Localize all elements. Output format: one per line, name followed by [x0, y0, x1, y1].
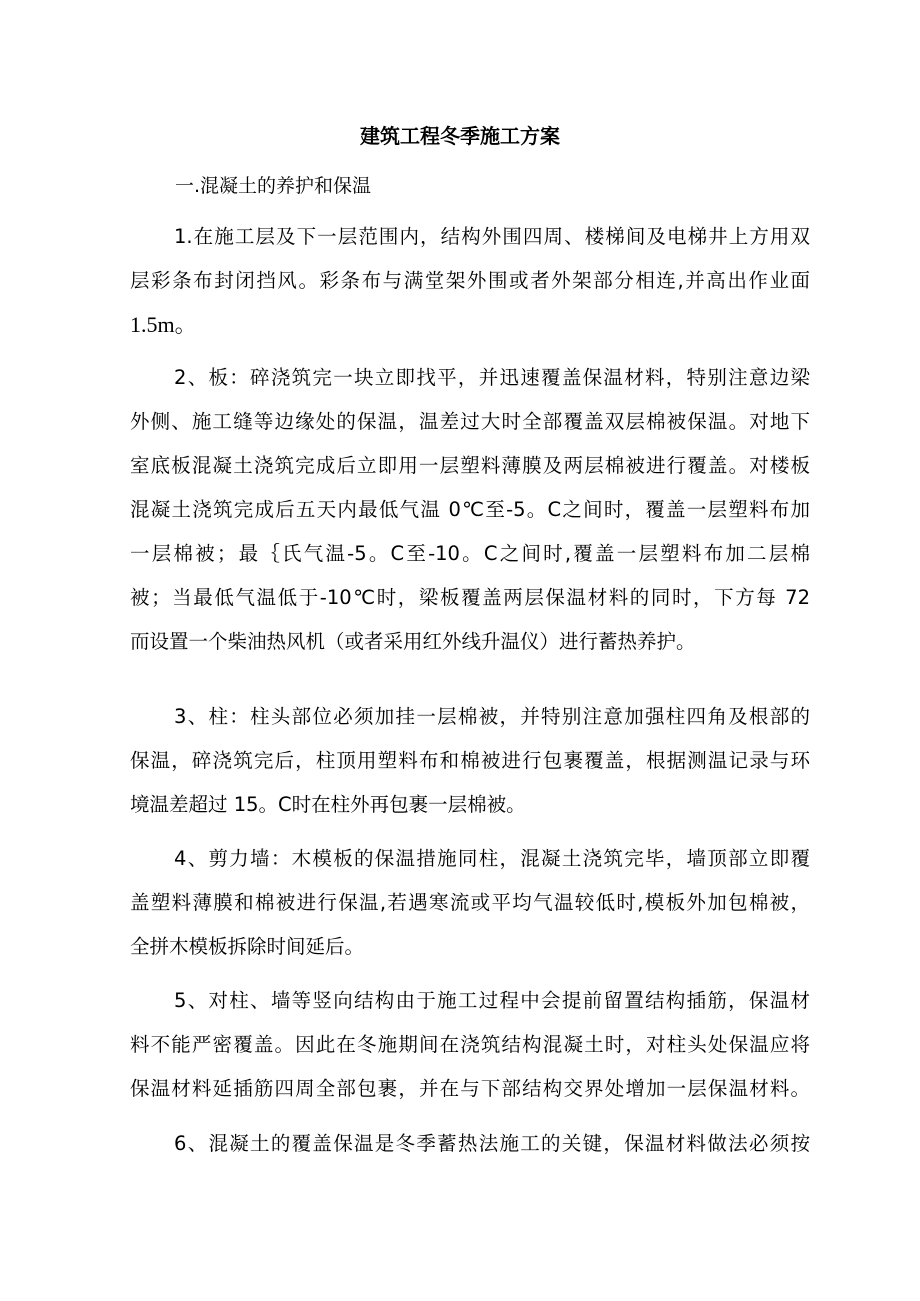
- paragraph-line: 混凝土浇筑完成后五天内最低气温 0℃至-5。C之间时，覆盖一层塑料布加: [130, 498, 810, 521]
- paragraph-line: 全拼木模板拆除时间延后。: [130, 935, 365, 958]
- paragraph-line: 层彩条布封闭挡风。彩条布与满堂架外围或者外架部分相连,并高出作业面: [130, 269, 810, 292]
- paragraph-line: 3、柱：柱头部位必须加挂一层棉被，并特别注意加强柱四角及根部的: [174, 705, 810, 728]
- paragraph-line: 一层棉被；最｛氏气温-5。C至-10。C之间时,覆盖一层塑料布加二层棉: [130, 542, 810, 565]
- paragraph-line: 而设置一个柴油热风机（或者采用红外线升温仪）进行蓄热养护。: [130, 630, 696, 653]
- section-heading: 一.混凝土的养护和保温: [175, 175, 372, 197]
- paragraph-4: [130, 837, 810, 969]
- paragraph-6: [130, 1122, 810, 1166]
- paragraph-line: 室底板混凝土浇筑完成后立即用一层塑料薄膜及两层棉被进行覆盖。对楼板: [130, 454, 810, 477]
- paragraph-5: [130, 979, 810, 1111]
- paragraph-line: 1.在施工层及下一层范围内，结构外围四周、楼梯间及电梯井上方用双: [174, 225, 810, 248]
- paragraph-line: 盖塑料薄膜和棉被进行保温,若遇寒流或平均气温较低时,模板外加包棉被，: [130, 891, 810, 914]
- document-title: 建筑工程冬季施工方案: [360, 124, 560, 148]
- paragraph-line: 保温材料延插筋四周全部包裹，并在与下部结构交界处增加一层保温材料。: [130, 1077, 810, 1100]
- paragraph-line: 5、对柱、墙等竖向结构由于施工过程中会提前留置结构插筋，保温材: [174, 989, 810, 1012]
- paragraph-line: 6、混凝土的覆盖保温是冬季蓄热法施工的关键，保温材料做法必须按: [174, 1132, 810, 1155]
- paragraph-line: 1.5m。: [130, 312, 197, 337]
- paragraph-2: [130, 356, 810, 664]
- paragraph-line: 保温，碎浇筑完后，柱顶用塑料布和棉被进行包裹覆盖，根据测温记录与环: [130, 749, 810, 772]
- paragraph-line: 料不能严密覆盖。因此在冬施期间在浇筑结构混凝土时，对柱头处保温应将: [130, 1033, 810, 1056]
- paragraph-line: 被；当最低气温低于-10℃时，梁板覆盖两层保温材料的同时，下方每 72: [130, 586, 810, 609]
- paragraph-line: 2、板：碎浇筑完一块立即找平，并迅速覆盖保温材料，特别注意边梁: [174, 366, 810, 389]
- paragraph-3: [130, 695, 810, 827]
- paragraph-line: 境温差超过 15。C时在柱外再包裹一层棉被。: [130, 793, 526, 816]
- paragraph-1: [130, 215, 810, 347]
- paragraph-line: 4、剪力墙：木模板的保温措施同柱，混凝土浇筑完毕，墙顶部立即覆: [174, 847, 810, 870]
- paragraph-line: 外侧、施工缝等边缘处的保温，温差过大时全部覆盖双层棉被保温。对地下: [130, 410, 810, 433]
